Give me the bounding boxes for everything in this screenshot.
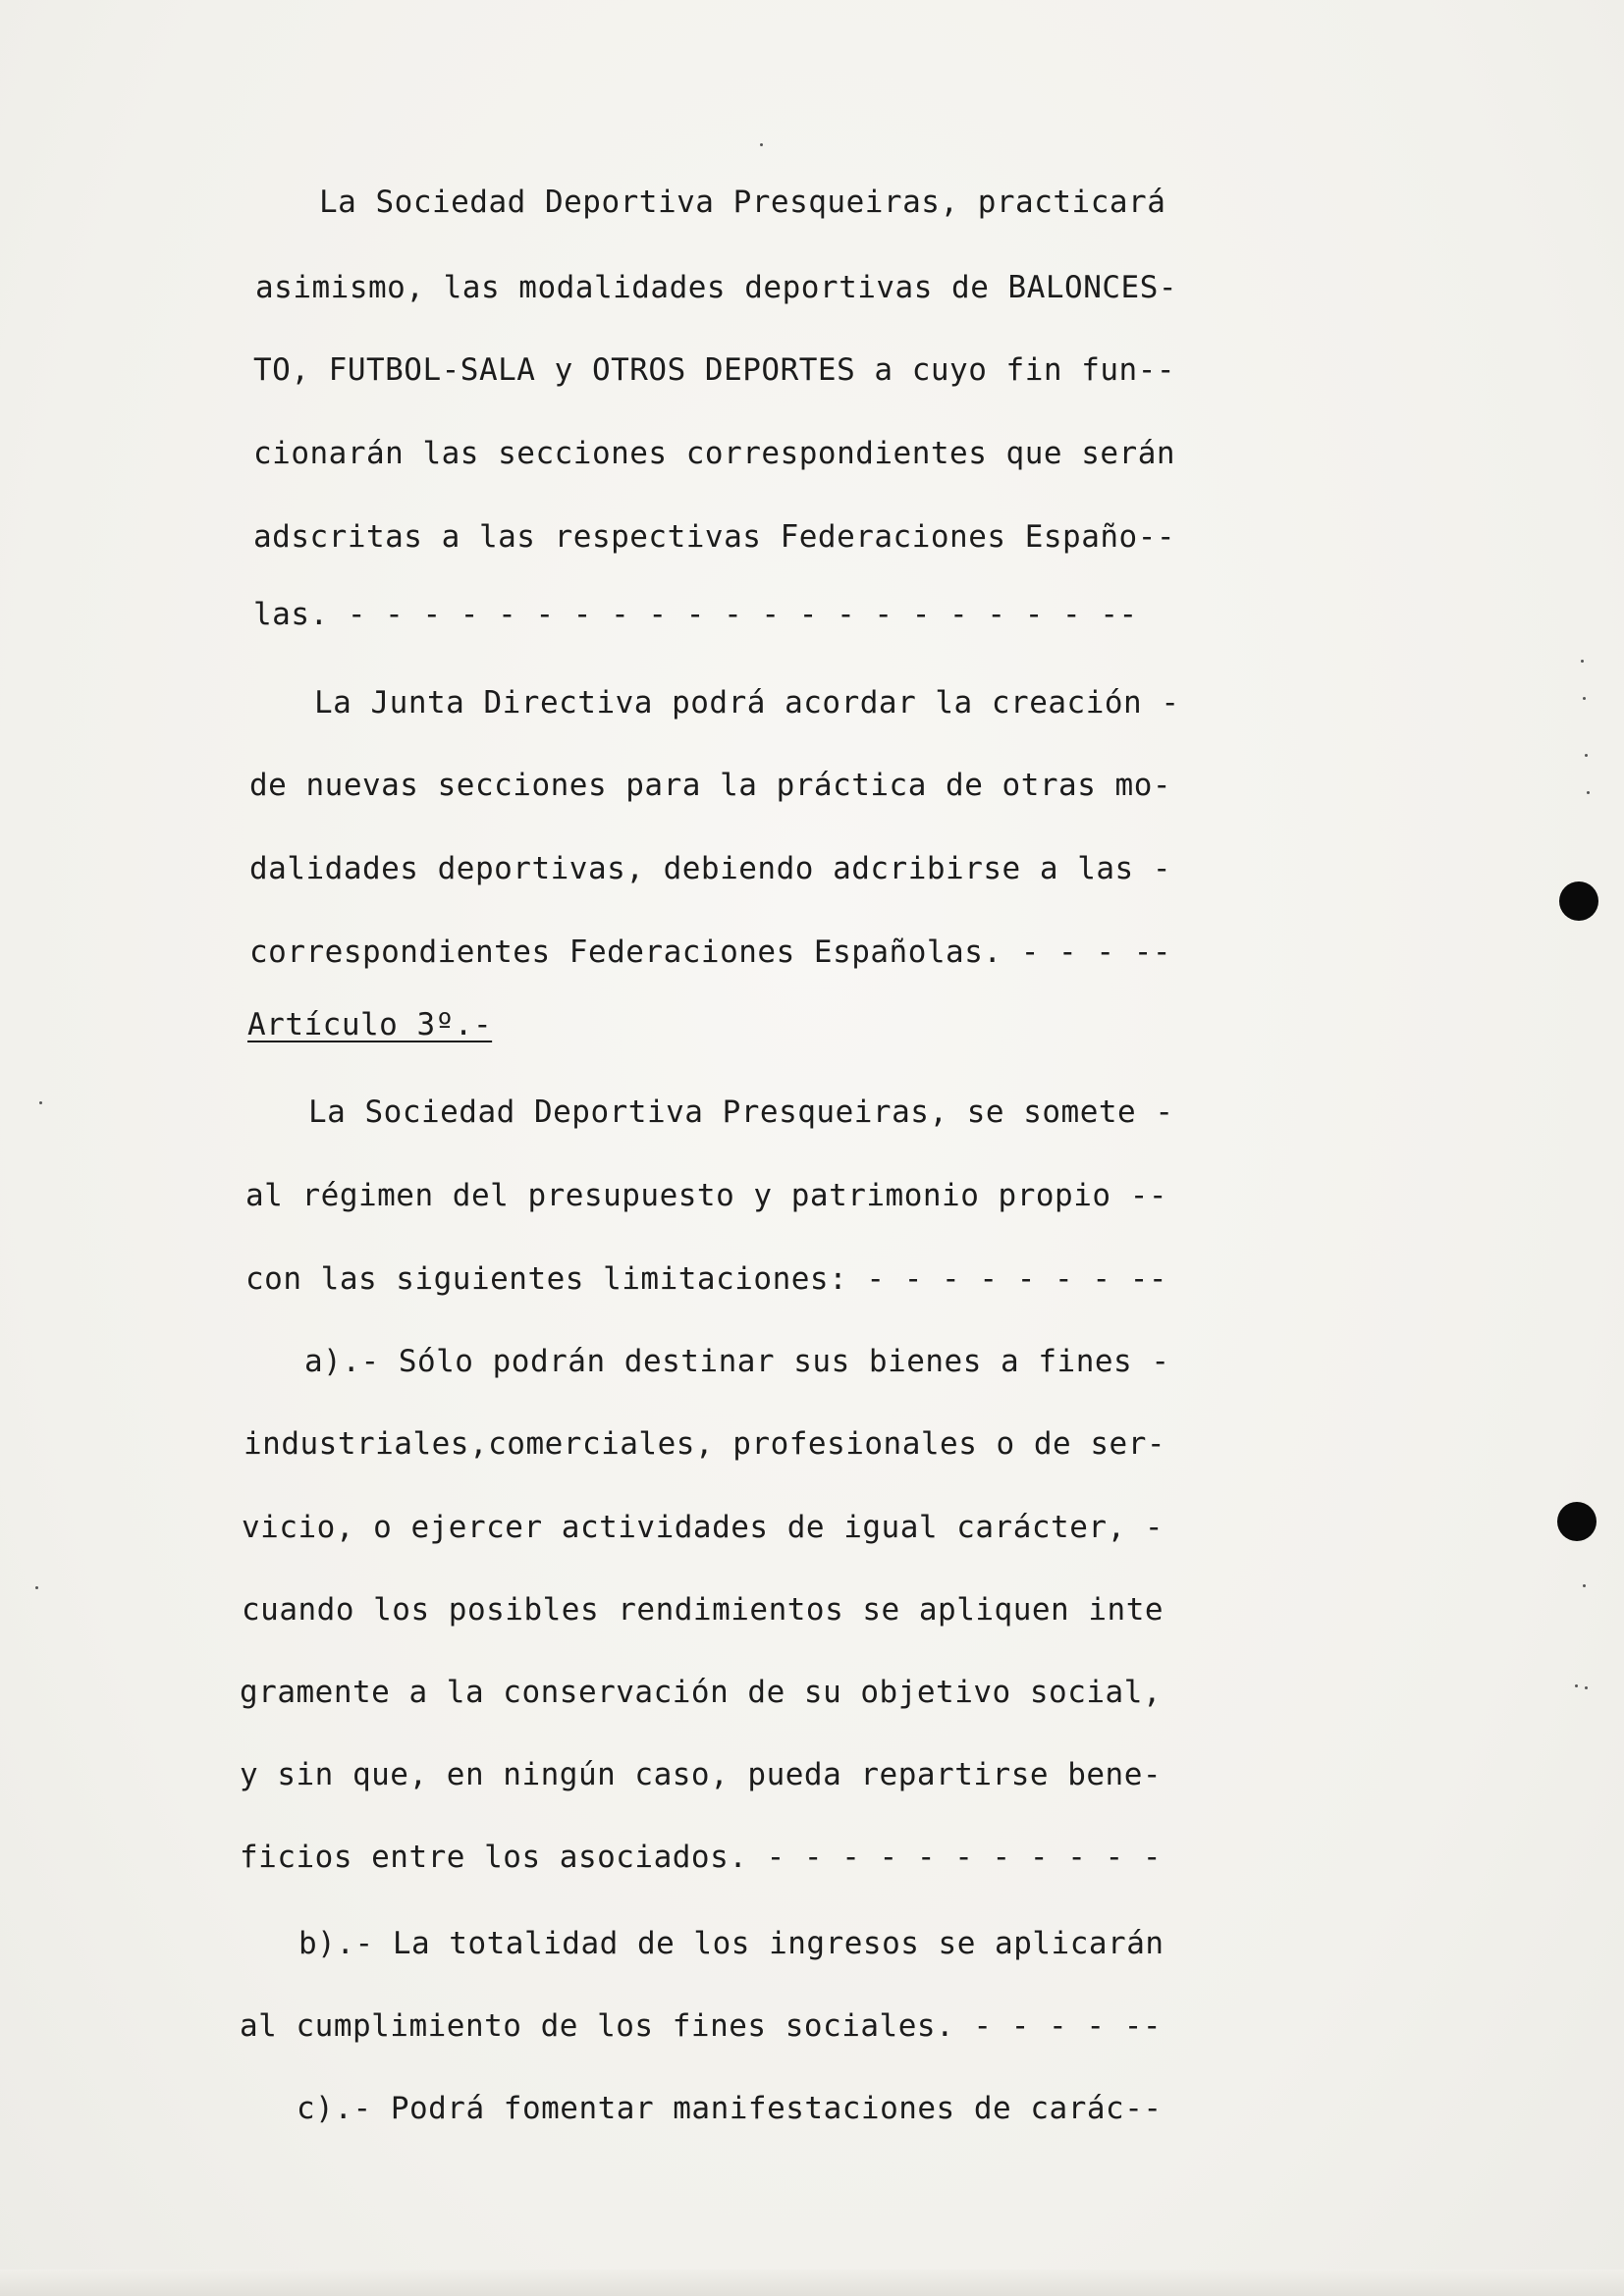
text-line: cuando los posibles rendimientos se apliquen inte xyxy=(242,1592,1164,1628)
scan-speck xyxy=(1581,660,1584,663)
text-line: y sin que, en ningún caso, pueda repartirse bene- xyxy=(240,1757,1163,1792)
text-line: de nuevas secciones para la práctica de otras mo- xyxy=(249,768,1172,803)
text-line: TO, FUTBOL-SALA y OTROS DEPORTES a cuyo fin fun-- xyxy=(253,352,1176,388)
scan-speck xyxy=(35,1586,38,1589)
scan-speck xyxy=(760,143,763,146)
text-line: b).- La totalidad de los ingresos se aplicarán xyxy=(298,1926,1164,1961)
text-line: correspondientes Federaciones Españolas. - - - -- xyxy=(249,934,1172,970)
punch-hole xyxy=(1557,1502,1597,1541)
text-line: La Sociedad Deportiva Presqueiras, practicará xyxy=(319,185,1166,220)
text-line: ficios entre los asociados. - - - - - - - - - - - xyxy=(240,1840,1163,1875)
text-line: con las siguientes limitaciones: - - - - - - - -- xyxy=(245,1261,1168,1297)
text-line: vicio, o ejercer actividades de igual carácter, - xyxy=(242,1510,1164,1545)
scan-speck xyxy=(1583,1584,1586,1587)
text-line: al régimen del presupuesto y patrimonio propio -- xyxy=(245,1178,1168,1213)
scan-speck xyxy=(1585,1686,1588,1689)
section-heading: Artículo 3º.- xyxy=(247,1007,493,1042)
text-line: dalidades deportivas, debiendo adcribirse a las - xyxy=(249,851,1172,886)
text-line: asimismo, las modalidades deportivas de BALONCES- xyxy=(255,270,1178,305)
text-line: industriales,comerciales, profesionales o de ser- xyxy=(244,1426,1166,1462)
text-line: La Sociedad Deportiva Presqueiras, se somete - xyxy=(308,1095,1174,1130)
scan-speck xyxy=(1585,754,1588,757)
text-line: las. - - - - - - - - - - - - - - - - - - - - -- xyxy=(253,597,1138,632)
text-line: La Junta Directiva podrá acordar la creación - xyxy=(314,685,1180,721)
text-line: c).- Podrá fomentar manifestaciones de carác-- xyxy=(297,2091,1163,2126)
page-bottom-edge xyxy=(0,2269,1624,2296)
text-line: gramente a la conservación de su objetivo social, xyxy=(240,1675,1163,1710)
scan-speck xyxy=(1575,1684,1578,1687)
scan-speck xyxy=(1583,697,1586,700)
punch-hole xyxy=(1559,881,1598,921)
scan-speck xyxy=(39,1101,42,1104)
text-line: cionarán las secciones correspondientes que serán xyxy=(253,436,1176,471)
text-line: al cumplimiento de los fines sociales. - - - - -- xyxy=(240,2008,1163,2044)
text-line: a).- Sólo podrán destinar sus bienes a fines - xyxy=(304,1344,1170,1379)
scan-speck xyxy=(1587,791,1590,794)
text-line: adscritas a las respectivas Federaciones Españo-- xyxy=(253,519,1176,555)
